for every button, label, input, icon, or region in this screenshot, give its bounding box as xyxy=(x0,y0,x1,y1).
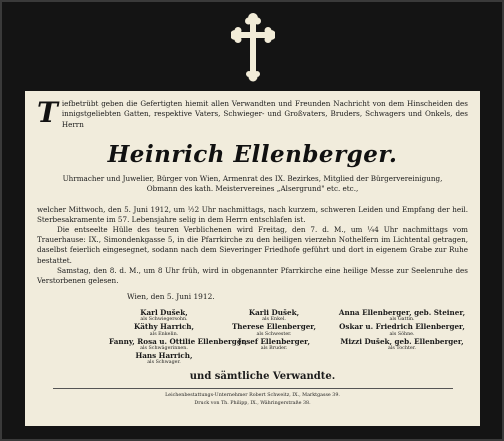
footer-divider xyxy=(53,388,453,389)
signatory-relation: als Schwager. xyxy=(147,360,181,366)
signatory-name: Käthy Harrich, xyxy=(134,322,194,332)
intro-paragraph xyxy=(37,96,468,130)
place-date: Wien, den 5. Juni 1912. xyxy=(127,292,215,302)
signatory-name: Anna Ellenberger, geb. Steiner, xyxy=(338,308,466,318)
all-relatives: und sämtliche Verwandte. xyxy=(189,371,336,383)
signatory-relation: als Tochter. xyxy=(388,345,416,351)
mass-text: Samstag, den 8. d. M., um 8 Uhr früh, wird in obgenannter Pfarrkirche eine heilige Messe zur Seelenruhe des Verstorbenen gelesen. xyxy=(37,265,468,286)
footer xyxy=(37,392,468,407)
burial-text: Die entseelte Hülle des teuren Verblichenen wird Freitag, den 7. d. M., um ¼4 Uhr nachmittags vom Trauerhause: IX., Simondenkgasse 5, in die Pfarrkirche zu den heiligen vierzehn Nothelfern im Lichtental getragen, daselbst feierlich eingesegnet, sodann nach dem Sieveringer Friedhofe geführt und dort in eigenem Grabe zur Ruhe bestattet. xyxy=(37,225,468,265)
funeral-details xyxy=(37,205,468,287)
signatory-column-1 xyxy=(109,308,248,366)
signatory-name: Hans Harrich, xyxy=(135,350,193,360)
trefoil-cross-icon xyxy=(231,12,275,82)
signatory-relation: als Enkelin. xyxy=(149,331,179,337)
signatory-name: Fanny, Rosa u. Ottilie Ellenberger, xyxy=(109,336,248,346)
signatory-relation: als Schwägerinnen. xyxy=(140,345,188,351)
signatory-name: Oskar u. Friedrich Ellenberger, xyxy=(339,322,465,332)
deceased-name: Heinrich Ellenberger. xyxy=(107,141,398,169)
signatories xyxy=(37,309,468,369)
signatory-relation: als Enkel. xyxy=(262,317,286,323)
intro-initial: T xyxy=(37,96,58,129)
signatory-column-3 xyxy=(327,309,477,352)
signatory-name: Therese Ellenberger, xyxy=(231,322,317,332)
signatory-name: Mizzi Dušek, geb. Ellenberger, xyxy=(340,336,464,346)
signatory-name: Karl Dušek, xyxy=(140,308,188,318)
signatory-name: Josef Ellenberger, xyxy=(238,336,310,346)
deceased-description: Uhrmacher und Juwelier, Bürger von Wien, Armenrat des IX. Bezirkes, Mitglied der Bürgervereinigung, Obmann des kath. Meistervereines „Alsergrund" etc. etc., xyxy=(62,174,443,194)
signatory-relation: als Söhne. xyxy=(389,331,415,337)
undertaker-line: Leichenbestattungs-Unternehmer Robert Schweitz, IX., Marktgasse 39. xyxy=(165,393,340,399)
signatory-name: Karli Dušek, xyxy=(248,308,300,318)
printer-line: Druck von Th. Philipp, IX., Währingerstraße 38. xyxy=(194,400,311,406)
signatory-relation: als Bruder. xyxy=(260,345,288,351)
signatory-column-2 xyxy=(219,309,329,352)
signatory-relation: als Gattin. xyxy=(389,317,415,323)
signatory-relation: als Schwester. xyxy=(256,331,292,337)
signatory-relation: als Schwiegersohn. xyxy=(140,317,188,323)
death-date-text: welcher Mittwoch, den 5. Juni 1912, um ½2 Uhr nachmittags, nach kurzem, schweren Leiden und Empfang der heil. Sterbesakramente im 57. Lebensjahre selig in dem Herrn entschlafen ist. xyxy=(37,204,468,224)
intro-text: iefbetrübt geben die Gefertigten hiemit allen Verwandten und Freunden Nachricht von dem Hinscheiden des innigstgeliebten Gatten, respektive Vaters, Schwieger- und Großvaters, Bruders, Schwagers und Onkels, des Herrn xyxy=(61,99,468,129)
notice-paper xyxy=(25,91,480,426)
